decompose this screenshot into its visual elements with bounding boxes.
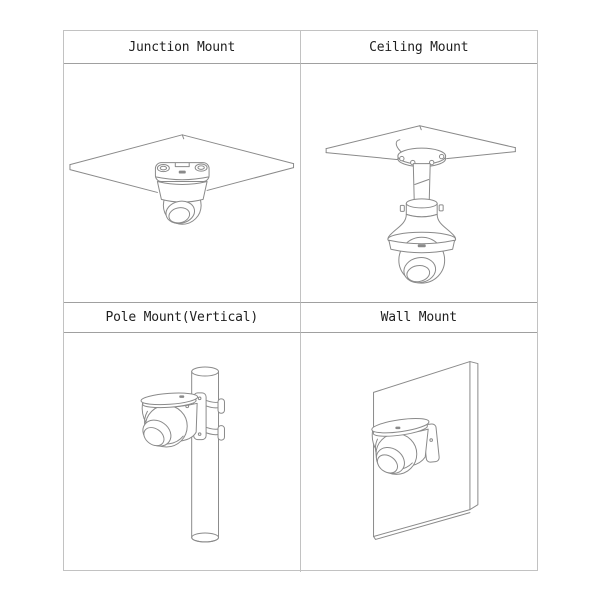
ceiling-mount-diagram xyxy=(301,64,538,302)
panel-title-label: Junction Mount xyxy=(128,39,236,55)
mount-options-table xyxy=(63,30,538,571)
wall-mount-diagram xyxy=(301,333,538,572)
wall-mount-panel xyxy=(301,333,538,572)
pole-mount-vertical-panel xyxy=(64,333,301,572)
panel-title-label: Wall Mount xyxy=(380,310,457,325)
panel-title-junction-mount xyxy=(64,31,301,64)
junction-mount-diagram xyxy=(64,64,300,302)
junction-mount-panel xyxy=(64,64,301,303)
panel-title-label: Pole Mount(Vertical) xyxy=(105,310,259,325)
ceiling-mount-panel xyxy=(301,64,538,303)
panel-title-pole-mount-vertical xyxy=(64,303,301,333)
panel-title-wall-mount xyxy=(301,303,538,333)
panel-title-ceiling-mount xyxy=(301,31,538,64)
panel-title-label: Ceiling Mount xyxy=(369,39,469,55)
pole-mount-vertical-diagram xyxy=(64,333,300,572)
